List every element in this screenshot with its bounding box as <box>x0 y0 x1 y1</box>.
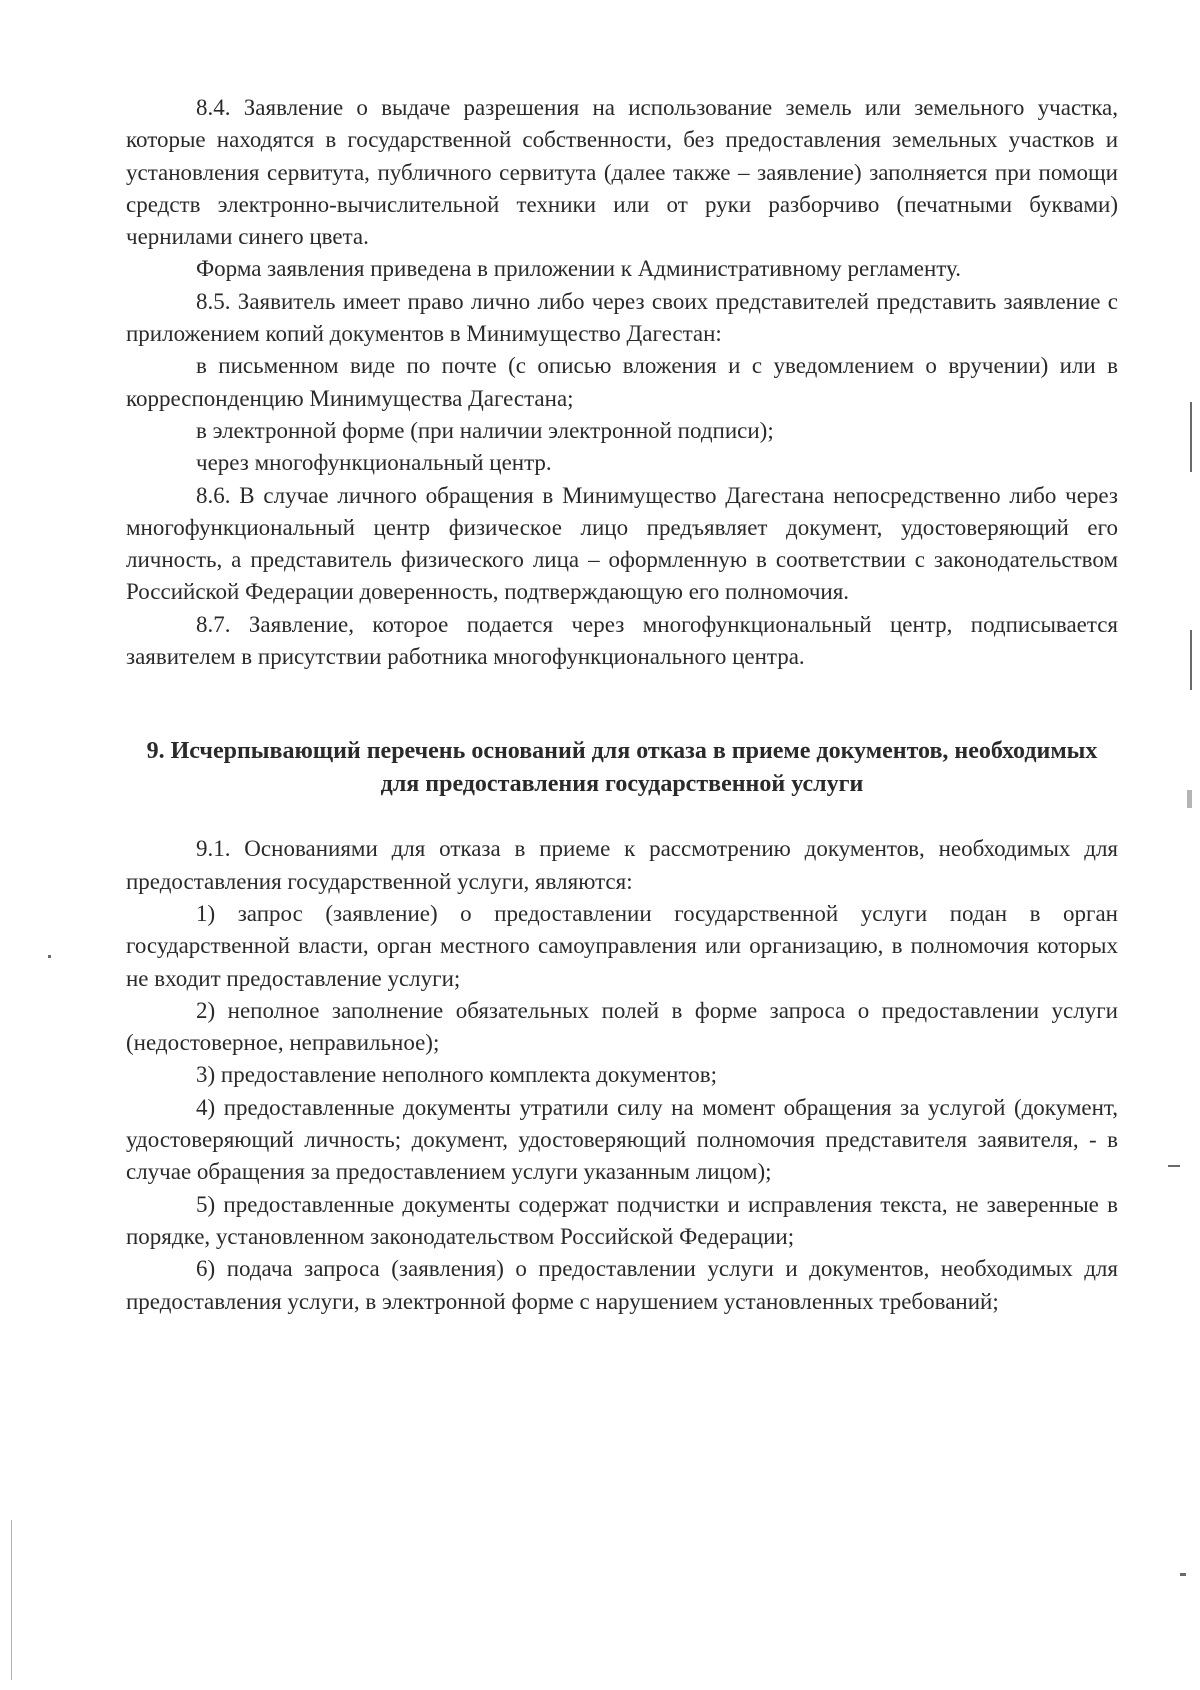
list-item-5: 5) предоставленные документы содержат подчистки и исправления текста, не заверенные в порядке, установленном законодательством Российской Федерации; <box>126 1191 1118 1249</box>
scan-edge-mark-left <box>11 1520 12 1680</box>
scan-speck <box>48 955 51 958</box>
list-item-4: 4) предоставленные документы утратили силу на момент обращения за услугой (документ, удостоверяющий личность; документ, удостоверяющий полномочия представителя заявителя, - в случае обращения за предоставлением услуги указанным лицом); <box>126 1094 1118 1185</box>
scan-edge-mark-right <box>1190 402 1192 472</box>
paragraph-9-1: 9.1. Основаниями для отказа в приеме к рассмотрению документов, необходимых для предоставления государственной услуги, являются: <box>126 836 1118 894</box>
scan-edge-mark-right <box>1190 630 1192 690</box>
paragraph-8-5: 8.5. Заявитель имеет право лично либо через своих представителей представить заявление с приложением копий документов в Минимущество Дагестан: <box>126 288 1118 347</box>
list-item-2: 2) неполное заполнение обязательных полей в форме запроса о предоставлении услуги (недостоверное, неправильное); <box>126 997 1118 1056</box>
list-item-1: 1) запрос (заявление) о предоставлении государственной услуги подан в орган государственной власти, орган местного самоуправления или организацию, в полномочия которых не входит предоставление услуги; <box>126 900 1118 991</box>
paragraph-by-mail: в письменном виде по почте (с описью вложения и с уведомлением о вручении) или в корреспонденцию Минимущества Дагестана; <box>126 353 1118 411</box>
paragraph-8-7: 8.7. Заявление, которое подается через многофункциональный центр, подписывается заявителем в присутствии работника многофункционального центра. <box>126 611 1118 670</box>
scan-speck <box>1180 1573 1186 1576</box>
paragraph-form-note: Форма заявления приведена в приложении к Административному регламенту. <box>196 256 961 282</box>
scan-speck <box>1168 1165 1180 1167</box>
paragraph-electronic: в электронной форме (при наличии электронной подписи); <box>196 417 774 443</box>
section-9-heading: 9. Исчерпывающий перечень оснований для отказа в приеме документов, необходимых для предоставления государственной услуги <box>146 738 1098 797</box>
heading-spacer <box>126 800 1118 833</box>
paragraph-8-4: 8.4. Заявление о выдаче разрешения на использование земель или земельного участка, которые находятся в государственной собственности, без предоставления земельных участков и установления сервитута, публичного сервитута (далее также – заявление) заполняется при помощи средств электронно-вычислительной техники или от руки разборчиво (печатными буквами) чернилами синего цвета. <box>126 95 1118 250</box>
paragraph-8-6: 8.6. В случае личного обращения в Минимущество Дагестана непосредственно либо через многофункциональный центр физическое лицо предъявляет документ, удостоверяющий его личность, а представитель физического лица – оформленную в соответствии с законодательством Российской Федерации доверенность, подтверждающую его полномочия. <box>126 482 1118 605</box>
list-item-3: 3) предоставление неполного комплекта документов; <box>196 1062 717 1088</box>
section-spacer <box>126 673 1118 735</box>
paragraph-mfc: через многофункциональный центр. <box>196 450 552 476</box>
list-item-6: 6) подача запроса (заявления) о предоставлении услуги и документов, необходимых для предоставления услуги, в электронной форме с нарушением установленных требований; <box>126 1256 1118 1314</box>
scan-speck <box>1187 790 1192 808</box>
document-page <box>126 92 1118 1318</box>
